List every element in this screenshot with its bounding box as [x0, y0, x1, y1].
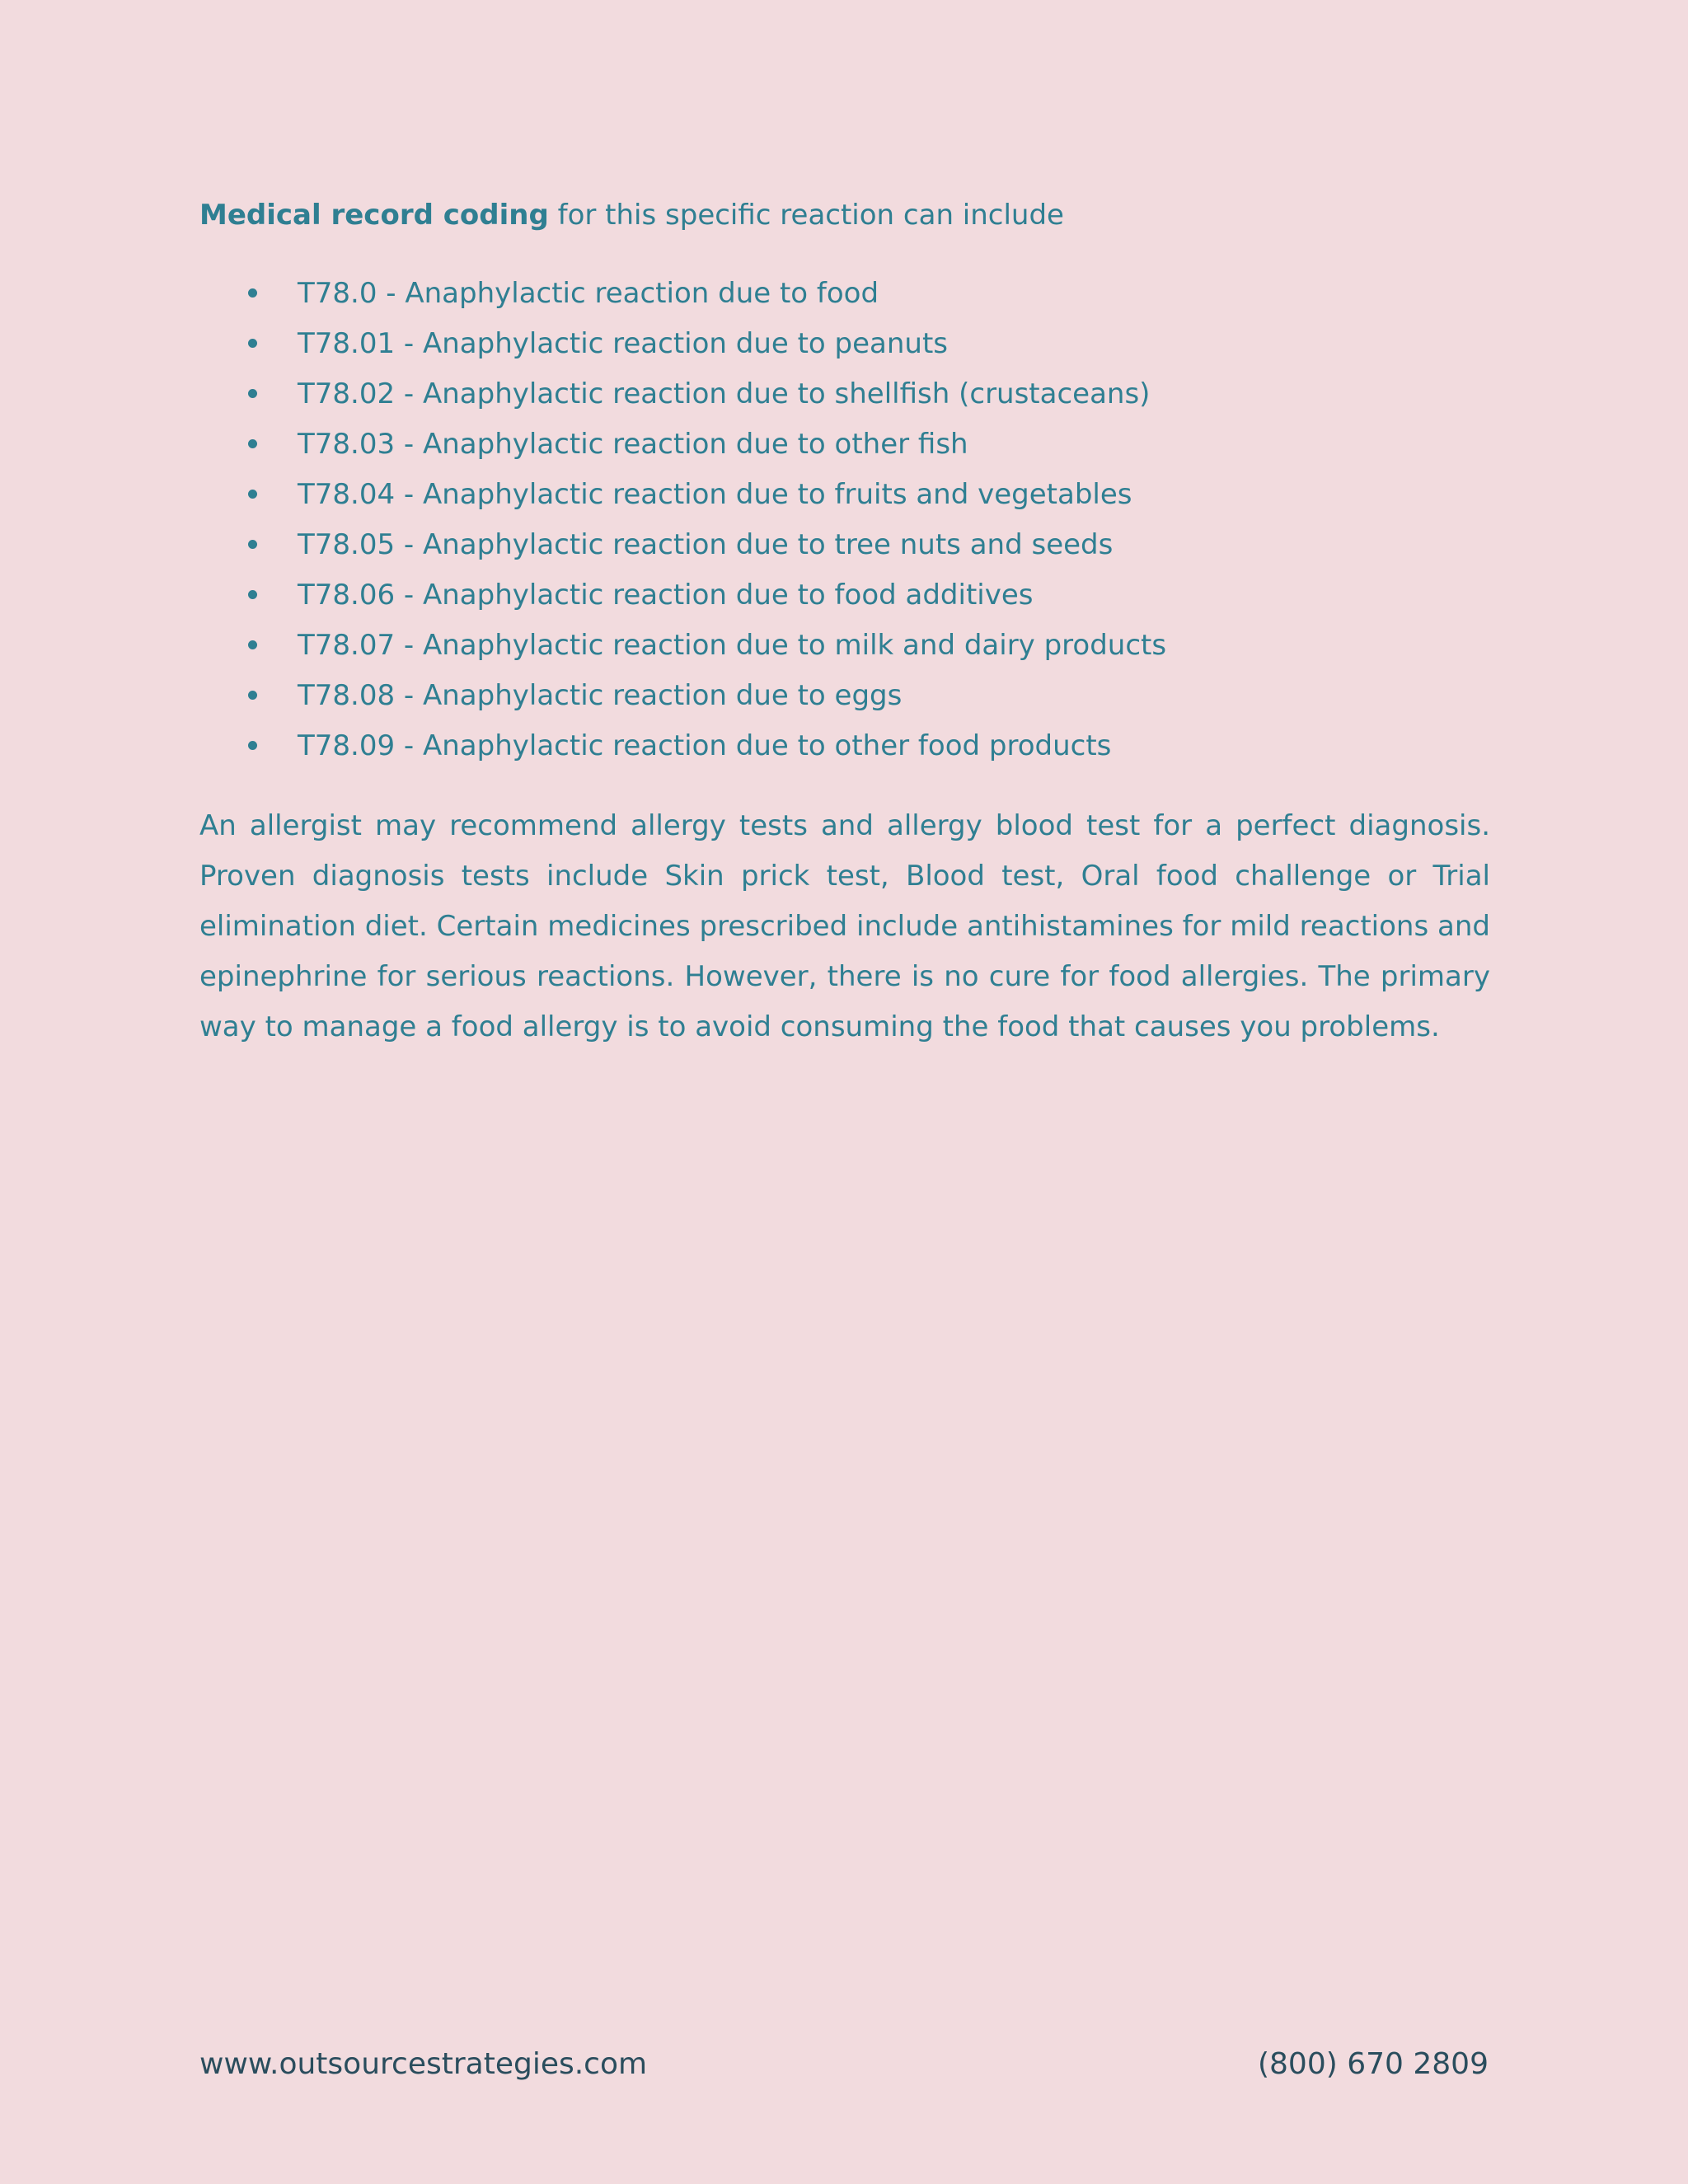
list-item — [199, 425, 1490, 476]
list-item-text: T78.07 - Anaphylactic reaction due to milk and dairy products — [298, 629, 1167, 662]
intro-rest-text: for this specific reaction can include — [548, 199, 1064, 232]
list-item-text: T78.08 - Anaphylactic reaction due to eggs — [298, 679, 903, 712]
list-item-text: T78.04 - Anaphylactic reaction due to fruits and vegetables — [298, 478, 1132, 511]
bullet-icon — [248, 288, 257, 298]
list-item — [199, 727, 1490, 777]
list-item-text: T78.0 - Anaphylactic reaction due to food — [298, 277, 879, 310]
bullet-icon — [248, 439, 257, 448]
list-item — [199, 375, 1490, 425]
list-item-text: T78.06 - Anaphylactic reaction due to food additives — [298, 579, 1034, 612]
intro-line — [199, 196, 1490, 234]
list-item — [199, 626, 1490, 677]
list-item — [199, 677, 1490, 727]
list-item-text: T78.01 - Anaphylactic reaction due to peanuts — [298, 327, 949, 360]
list-item-text: T78.02 - Anaphylactic reaction due to shellfish (crustaceans) — [298, 377, 1151, 410]
list-item — [199, 576, 1490, 626]
footer-website: www.outsourcestrategies.com — [199, 2047, 648, 2081]
bullet-icon — [248, 339, 257, 348]
intro-bold-text: Medical record coding — [199, 199, 549, 232]
bullet-icon — [248, 741, 257, 750]
bullet-icon — [248, 691, 257, 700]
bullet-icon — [248, 540, 257, 549]
list-item — [199, 274, 1490, 325]
list-item — [199, 526, 1490, 576]
bullet-icon — [248, 389, 257, 398]
body-paragraph: An allergist may recommend allergy tests and allergy blood test for a perfect diagnosis. Proven diagnosis tests include Skin prick test, Blood test, Oral food challenge or Trial elimination diet. Certain medicines prescribed include antihistamines for mild reactions and epinephrine for serious reactions. However, there is no cure for food allergies. The primary way to manage a food allergy is to avoid consuming the food that causes you problems. — [199, 809, 1490, 1043]
list-item — [199, 325, 1490, 375]
bullet-icon — [248, 590, 257, 599]
bullet-icon — [248, 640, 257, 649]
code-list — [199, 274, 1490, 777]
footer-phone: (800) 670 2809 — [1257, 2047, 1489, 2081]
bullet-icon — [248, 490, 257, 499]
list-item-text: T78.09 - Anaphylactic reaction due to other food products — [298, 729, 1112, 762]
page-footer — [199, 2047, 1489, 2088]
document-body — [199, 196, 1490, 1043]
list-item-text: T78.05 - Anaphylactic reaction due to tree nuts and seeds — [298, 528, 1114, 561]
list-item — [199, 476, 1490, 526]
list-item-text: T78.03 - Anaphylactic reaction due to other fish — [298, 428, 968, 461]
